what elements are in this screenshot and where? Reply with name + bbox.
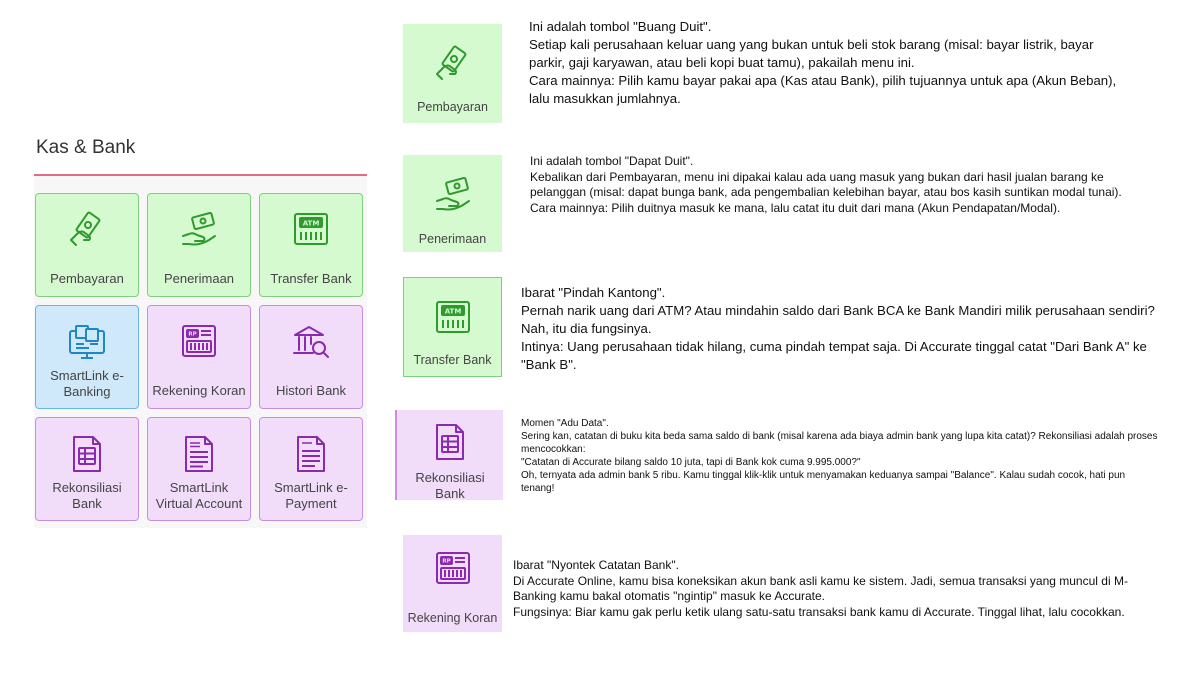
description-line: Di Accurate Online, kamu bisa koneksikan akun bank asli kamu ke sistem. Jadi, semua transaksi yang muncul di M-Banking kamu bakal otomatis "ngintip" masuk ke Accurate. bbox=[513, 573, 1128, 603]
payment-hand-icon bbox=[67, 208, 107, 252]
description-line: Cara mainnya: Pilih duitnya masuk ke mana, lalu catat itu duit dari mana (Akun Pendapatan/Modal). bbox=[530, 200, 1061, 215]
smartlink-epayment-tile[interactable] bbox=[259, 417, 363, 521]
rekening-koran-tile[interactable] bbox=[147, 305, 251, 409]
bank-statement-printer-icon bbox=[433, 547, 473, 591]
description-line: Pernah narik uang dari ATM? Atau mindahin saldo dari Bank BCA ke Bank Mandiri milik perusahaan sendiri? Nah, itu dia fungsinya. bbox=[521, 303, 1155, 336]
rekonsiliasi-bank-description bbox=[521, 417, 1161, 495]
card-label: Rekening Koran bbox=[407, 611, 498, 625]
atm-icon bbox=[291, 208, 331, 252]
tile-label: Transfer Bank bbox=[270, 271, 352, 286]
panel-header bbox=[34, 123, 367, 176]
rekonsiliasi-bank-tile[interactable] bbox=[35, 417, 139, 521]
tile-label: SmartLink Virtual Account bbox=[155, 480, 243, 511]
tile-label: Pembayaran bbox=[50, 271, 124, 286]
description-line: Intinya: Uang perusahaan tidak hilang, cuma pindah tempat saja. Di Accurate tinggal catat "Dari Bank A" ke "Bank B". bbox=[521, 339, 1147, 372]
transfer-bank-description bbox=[521, 284, 1161, 374]
ebanking-monitor-icon bbox=[67, 320, 107, 364]
epayment-document-icon bbox=[291, 432, 331, 476]
description-line: "Catatan di Accurate bilang saldo 10 juta, tapi di Bank kok cuma 9.995.000?" bbox=[521, 457, 861, 468]
rekonsiliasi-bank-card bbox=[395, 410, 503, 500]
tile-label: SmartLink e-Payment bbox=[274, 480, 348, 511]
pembayaran-tile[interactable] bbox=[35, 193, 139, 297]
pembayaran-description bbox=[529, 18, 1129, 108]
description-line: Cara mainnya: Pilih kamu bayar pakai apa (Kas atau Bank), pilih tujuannya untuk apa (Akun Beban), lalu masukkan jumlahnya. bbox=[529, 73, 1117, 106]
card-label: Rekonsiliasi Bank bbox=[415, 470, 485, 501]
svg-text:RP: RP bbox=[441, 558, 451, 565]
tile-label: Penerimaan bbox=[163, 271, 235, 286]
histori-bank-tile[interactable] bbox=[259, 305, 363, 409]
transfer-bank-card bbox=[403, 277, 502, 377]
payment-hand-icon bbox=[433, 42, 473, 86]
receive-money-icon bbox=[433, 173, 473, 217]
description-line: Ibarat "Pindah Kantong". bbox=[521, 285, 666, 300]
bank-history-icon bbox=[291, 320, 331, 364]
description-line: Ibarat "Nyontek Catatan Bank". bbox=[513, 558, 679, 572]
atm-icon bbox=[433, 296, 473, 340]
description-line: Ini adalah tombol "Dapat Duit". bbox=[530, 154, 694, 168]
pembayaran-card bbox=[403, 24, 502, 123]
bank-statement-printer-icon bbox=[179, 320, 219, 364]
reconciliation-document-icon bbox=[67, 432, 107, 476]
description-line: Kebalikan dari Pembayaran, menu ini dipakai kalau ada uang masuk yang bukan dari hasil jualan barang ke pelanggan (misal: dapat bunga bank, ada pengembalian kelebihan bayar, atau bos kasih suntikan modal tunai). bbox=[530, 169, 1122, 199]
tile-label: SmartLink e-Banking bbox=[50, 368, 124, 399]
rekening-koran-description bbox=[513, 558, 1163, 620]
smartlink-ebanking-tile[interactable] bbox=[35, 305, 139, 409]
description-line: Sering kan, catatan di buku kita beda sama saldo di bank (misal karena ada biaya admin bank yang lupa kita catat)? Rekonsiliasi adalah proses mencocokkan: bbox=[521, 431, 1158, 455]
receive-money-icon bbox=[179, 208, 219, 252]
penerimaan-card bbox=[403, 155, 502, 252]
tile-label: Rekening Koran bbox=[152, 383, 246, 398]
penerimaan-description bbox=[530, 154, 1135, 216]
description-line: Setiap kali perusahaan keluar uang yang bukan untuk beli stok barang (misal: bayar listrik, bayar parkir, gaji karyawan, atau beli kopi buat tamu), pakailah menu ini. bbox=[529, 37, 1094, 70]
svg-text:ATM: ATM bbox=[302, 219, 320, 228]
kas-bank-panel bbox=[34, 123, 367, 528]
description-line: Fungsinya: Biar kamu gak perlu ketik ulang satu-satu transaksi bank kamu di Accurate. Tinggal lihat, lalu cocokkan. bbox=[513, 604, 1125, 619]
penerimaan-tile[interactable] bbox=[147, 193, 251, 297]
tile-label: Histori Bank bbox=[275, 383, 347, 398]
description-line: Momen "Adu Data". bbox=[521, 418, 609, 429]
tile-label: Rekonsiliasi Bank bbox=[52, 480, 122, 511]
card-label: Transfer Bank bbox=[413, 353, 492, 367]
card-label: Pembayaran bbox=[417, 100, 488, 114]
panel-title: Kas & Bank bbox=[36, 137, 136, 158]
svg-text:RP: RP bbox=[188, 331, 197, 338]
description-line: Oh, ternyata ada admin bank 5 ribu. Kamu tinggal klik-klik untuk menyamakan keduanya sampai "Balance". Kalau sudah cocok, hati pun tenang! bbox=[521, 470, 1126, 494]
svg-text:ATM: ATM bbox=[444, 307, 461, 316]
transfer-bank-tile[interactable] bbox=[259, 193, 363, 297]
smartlink-virtual-account-tile[interactable] bbox=[147, 417, 251, 521]
card-label: Penerimaan bbox=[418, 232, 487, 246]
virtual-account-document-icon bbox=[179, 432, 219, 476]
rekening-koran-card bbox=[403, 535, 502, 632]
description-line: Ini adalah tombol "Buang Duit". bbox=[529, 19, 712, 34]
reconciliation-document-icon bbox=[430, 420, 470, 464]
